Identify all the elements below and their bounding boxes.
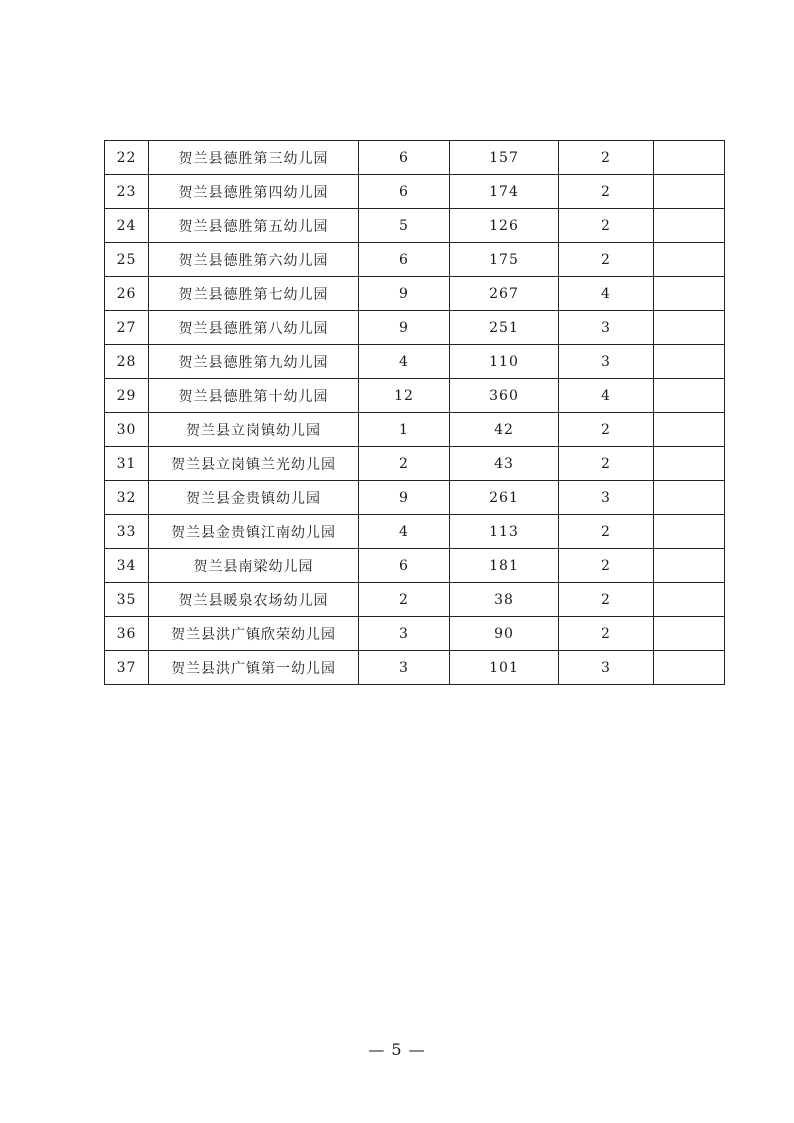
- note-cell: [654, 209, 725, 243]
- row-number-cell: 36: [105, 617, 149, 651]
- count-cell-2: 251: [450, 311, 559, 345]
- kindergarten-name-cell: 贺兰县德胜第九幼儿园: [149, 345, 359, 379]
- note-cell: [654, 651, 725, 685]
- kindergarten-name-cell: 贺兰县德胜第十幼儿园: [149, 379, 359, 413]
- note-cell: [654, 481, 725, 515]
- count-cell-3: 2: [559, 209, 654, 243]
- count-cell-3: 2: [559, 515, 654, 549]
- count-cell-1: 3: [359, 617, 450, 651]
- table-row: [105, 209, 725, 243]
- count-cell-2: 110: [450, 345, 559, 379]
- row-number-cell: 26: [105, 277, 149, 311]
- row-number-cell: 37: [105, 651, 149, 685]
- row-number-cell: 25: [105, 243, 149, 277]
- count-cell-1: 4: [359, 515, 450, 549]
- note-cell: [654, 345, 725, 379]
- kindergarten-name-cell: 贺兰县金贵镇幼儿园: [149, 481, 359, 515]
- row-number-cell: 30: [105, 413, 149, 447]
- count-cell-3: 2: [559, 583, 654, 617]
- count-cell-2: 360: [450, 379, 559, 413]
- table-row: [105, 243, 725, 277]
- count-cell-1: 6: [359, 243, 450, 277]
- note-cell: [654, 447, 725, 481]
- kindergarten-name-cell: 贺兰县金贵镇江南幼儿园: [149, 515, 359, 549]
- table-row: [105, 311, 725, 345]
- note-cell: [654, 413, 725, 447]
- note-cell: [654, 617, 725, 651]
- kindergarten-name-cell: 贺兰县暖泉农场幼儿园: [149, 583, 359, 617]
- table-row: [105, 583, 725, 617]
- table-row: [105, 481, 725, 515]
- note-cell: [654, 175, 725, 209]
- count-cell-3: 3: [559, 481, 654, 515]
- count-cell-3: 4: [559, 277, 654, 311]
- table-row: [105, 447, 725, 481]
- count-cell-1: 1: [359, 413, 450, 447]
- note-cell: [654, 141, 725, 175]
- count-cell-1: 9: [359, 277, 450, 311]
- kindergarten-name-cell: 贺兰县立岗镇幼儿园: [149, 413, 359, 447]
- count-cell-3: 2: [559, 447, 654, 481]
- kindergarten-name-cell: 贺兰县德胜第五幼儿园: [149, 209, 359, 243]
- note-cell: [654, 311, 725, 345]
- count-cell-1: 6: [359, 549, 450, 583]
- count-cell-3: 2: [559, 413, 654, 447]
- count-cell-2: 101: [450, 651, 559, 685]
- table-row: [105, 651, 725, 685]
- count-cell-2: 42: [450, 413, 559, 447]
- count-cell-3: 2: [559, 549, 654, 583]
- count-cell-1: 4: [359, 345, 450, 379]
- count-cell-1: 9: [359, 481, 450, 515]
- row-number-cell: 32: [105, 481, 149, 515]
- row-number-cell: 23: [105, 175, 149, 209]
- kindergarten-table: [104, 140, 725, 685]
- table-row: [105, 413, 725, 447]
- kindergarten-name-cell: 贺兰县德胜第四幼儿园: [149, 175, 359, 209]
- count-cell-1: 5: [359, 209, 450, 243]
- row-number-cell: 29: [105, 379, 149, 413]
- count-cell-1: 3: [359, 651, 450, 685]
- count-cell-1: 9: [359, 311, 450, 345]
- table-row: [105, 549, 725, 583]
- count-cell-2: 157: [450, 141, 559, 175]
- row-number-cell: 28: [105, 345, 149, 379]
- table-row: [105, 277, 725, 311]
- table-row: [105, 175, 725, 209]
- count-cell-2: 181: [450, 549, 559, 583]
- note-cell: [654, 243, 725, 277]
- count-cell-3: 2: [559, 175, 654, 209]
- count-cell-1: 12: [359, 379, 450, 413]
- count-cell-1: 6: [359, 141, 450, 175]
- count-cell-3: 2: [559, 243, 654, 277]
- kindergarten-name-cell: 贺兰县南梁幼儿园: [149, 549, 359, 583]
- count-cell-2: 126: [450, 209, 559, 243]
- count-cell-2: 174: [450, 175, 559, 209]
- count-cell-2: 43: [450, 447, 559, 481]
- count-cell-3: 2: [559, 141, 654, 175]
- count-cell-2: 261: [450, 481, 559, 515]
- table-row: [105, 379, 725, 413]
- table-body: [105, 141, 725, 685]
- note-cell: [654, 515, 725, 549]
- row-number-cell: 27: [105, 311, 149, 345]
- kindergarten-name-cell: 贺兰县德胜第三幼儿园: [149, 141, 359, 175]
- note-cell: [654, 549, 725, 583]
- count-cell-2: 113: [450, 515, 559, 549]
- count-cell-1: 6: [359, 175, 450, 209]
- kindergarten-name-cell: 贺兰县德胜第六幼儿园: [149, 243, 359, 277]
- row-number-cell: 33: [105, 515, 149, 549]
- row-number-cell: 24: [105, 209, 149, 243]
- kindergarten-name-cell: 贺兰县立岗镇兰光幼儿园: [149, 447, 359, 481]
- note-cell: [654, 379, 725, 413]
- count-cell-3: 2: [559, 617, 654, 651]
- kindergarten-name-cell: 贺兰县德胜第七幼儿园: [149, 277, 359, 311]
- row-number-cell: 22: [105, 141, 149, 175]
- count-cell-2: 90: [450, 617, 559, 651]
- table-row: [105, 141, 725, 175]
- count-cell-2: 38: [450, 583, 559, 617]
- kindergarten-name-cell: 贺兰县洪广镇欣荣幼儿园: [149, 617, 359, 651]
- count-cell-3: 4: [559, 379, 654, 413]
- table-row: [105, 617, 725, 651]
- page-number: — 5 —: [368, 1040, 426, 1059]
- count-cell-2: 267: [450, 277, 559, 311]
- count-cell-3: 3: [559, 311, 654, 345]
- count-cell-3: 3: [559, 345, 654, 379]
- table-row: [105, 345, 725, 379]
- count-cell-3: 3: [559, 651, 654, 685]
- kindergarten-name-cell: 贺兰县洪广镇第一幼儿园: [149, 651, 359, 685]
- table-row: [105, 515, 725, 549]
- count-cell-2: 175: [450, 243, 559, 277]
- note-cell: [654, 277, 725, 311]
- count-cell-1: 2: [359, 583, 450, 617]
- kindergarten-name-cell: 贺兰县德胜第八幼儿园: [149, 311, 359, 345]
- note-cell: [654, 583, 725, 617]
- row-number-cell: 31: [105, 447, 149, 481]
- row-number-cell: 35: [105, 583, 149, 617]
- row-number-cell: 34: [105, 549, 149, 583]
- count-cell-1: 2: [359, 447, 450, 481]
